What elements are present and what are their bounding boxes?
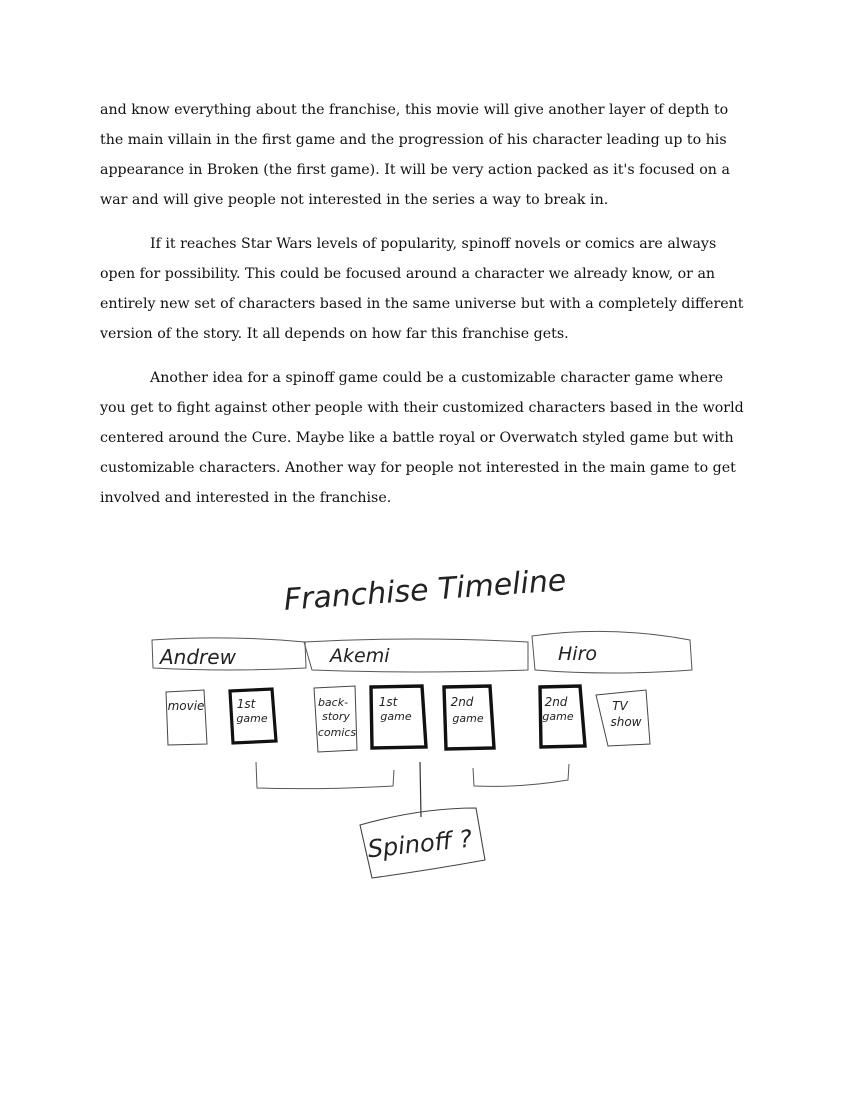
card-1st-game-akemi-line1: 1st	[378, 695, 398, 709]
card-2nd-game-hiro-line1: 2nd	[544, 695, 568, 709]
card-2nd-game-hiro	[540, 686, 585, 747]
card-tv-show-line2: show	[610, 715, 642, 729]
bracket-right	[473, 764, 569, 786]
character-label-hiro: Hiro	[558, 643, 598, 665]
franchise-timeline-sketch	[0, 540, 850, 900]
card-tv-show-line1: TV	[612, 699, 628, 713]
spinoff-label: Spinoff ?	[366, 824, 474, 864]
character-label-akemi: Akemi	[330, 645, 390, 667]
card-backstory-line2: story	[322, 710, 350, 723]
card-1st-game-akemi-line2: game	[380, 710, 412, 723]
bracket-left	[256, 762, 394, 789]
character-band-hiro	[532, 631, 692, 673]
card-2nd-game-hiro-line2: game	[542, 710, 574, 723]
card-1st-game-andrew-line2: game	[236, 712, 268, 725]
card-tv-show	[596, 690, 650, 746]
character-label-andrew: Andrew	[160, 645, 236, 669]
paragraph-2: If it reaches Star Wars levels of popularity, spinoff novels or comics are always open for possibility. This could be focused around a character we already know, or an entirely new set of characters based in the same universe but with a completely different version of the story. It all depends on how far this franchise gets.	[100, 236, 744, 342]
body-text	[100, 95, 752, 527]
card-2nd-game-akemi	[444, 686, 494, 749]
card-backstory-line3: comics	[317, 726, 357, 739]
paragraph-1: and know everything about the franchise, this movie will give another layer of depth to the main villain in the first game and the progression of his character leading up to his appearance in Broken (the first game). It will be very action packed as it's focused on a war and will give people not interested in the series a way to break in.	[100, 102, 730, 208]
card-movie	[166, 690, 207, 745]
card-movie-label: movie	[167, 699, 205, 713]
card-backstory-line1: back-	[317, 696, 349, 709]
sketch-title: Franchise Timeline	[282, 563, 568, 618]
card-backstory-comics	[314, 686, 357, 752]
card-1st-game-akemi	[371, 686, 426, 748]
connector-line	[420, 762, 421, 817]
card-2nd-game-akemi-line2: game	[452, 712, 484, 725]
card-2nd-game-akemi-line1: 2nd	[450, 695, 474, 709]
card-1st-game-andrew-line1: 1st	[236, 697, 256, 711]
card-1st-game-andrew	[230, 689, 276, 743]
paragraph-3: Another idea for a spinoff game could be a customizable character game where you get to fight against other people with their customized characters based in the world centered around the Cure. Maybe like a battle royal or Overwatch styled game but with customizable characters. Another way for people not interested in the main game to get involved and interested in the franchise.	[100, 370, 744, 506]
